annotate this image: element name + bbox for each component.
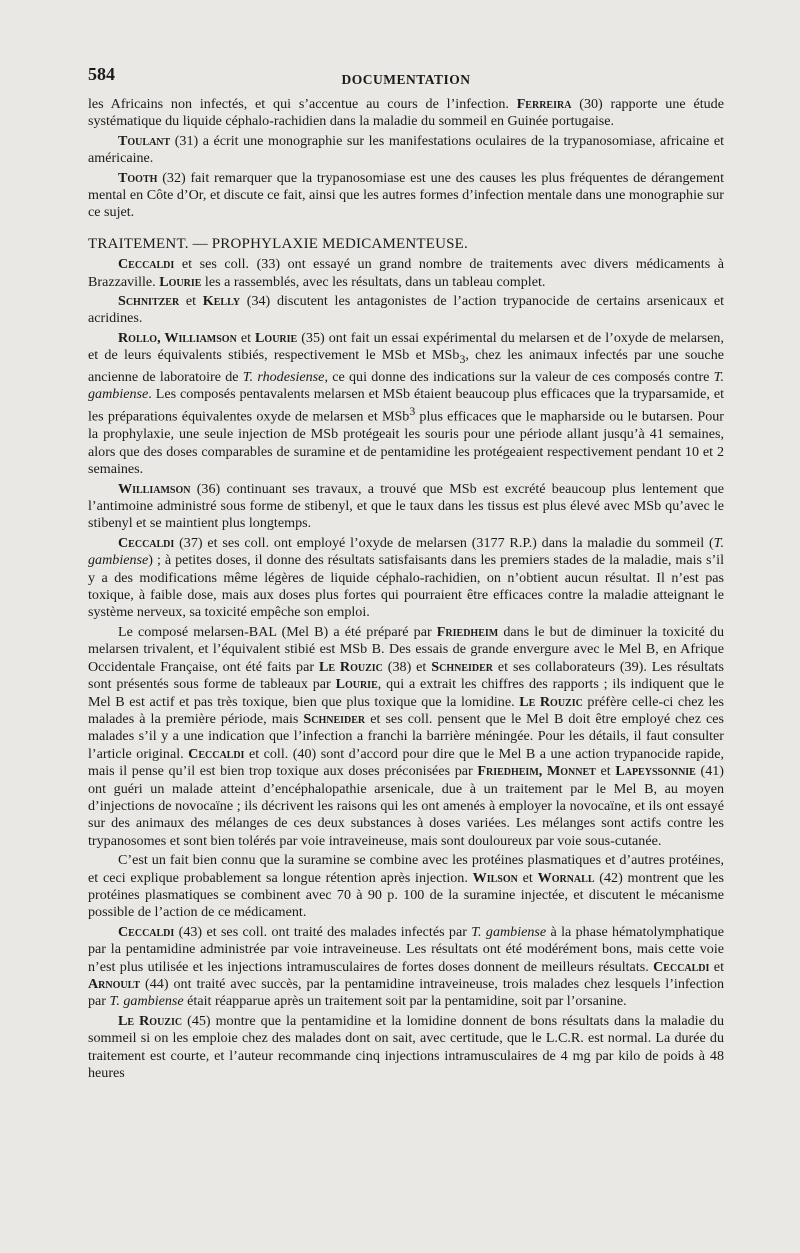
page-number: 584 [88, 64, 115, 84]
paragraph-ceccaldi-33: Ceccaldi et ses coll. (33) ont essayé un grand nombre de traitements avec divers médicaments à Brazzaville. Lourie les a rassemblés, avec les résultats, dans un tableau complet. [88, 256, 724, 290]
author-name: Ferreira [516, 96, 572, 112]
author-name: Tooth [118, 169, 158, 186]
paragraph-ceccaldi-37: Ceccaldi (37) et ses coll. ont employé l’oxyde de melarsen (3177 R.P.) dans la maladie du sommeil (T. gambiense) ; à petites doses, il donne des résultats satisfaisants dans les premiers stades de la maladie, mais s’il y a des modifications même légères de liquide céphalo-rachidien, on n’obtient aucun résultat. Il n’est pas toxique, à faible dose, mais aux doses plus fortes qui pourraient être efficaces contre la maladie atteignant le système nerveux, sa toxicité empêche son emploi. [88, 534, 724, 621]
paragraph-ceccaldi-43: Ceccaldi (43) et ses coll. ont traité des malades infectés par T. gambiense à la phase hématolymphatique par la pentamidine administrée par voie intraveineuse. Les résultats ont été modérément bons, mais cette voie n’est plus utilisée et les injections intramusculaires de fortes doses donnent de meilleurs résultats. Ceccaldi et Arnoult (44) ont traité avec succès, par la pentamidine intraveineuse, trois malades chez lesquels l’infection par T. gambiense était réapparue après un traitement soit par la pentamidine, soit par l’orsanine. [88, 923, 724, 1010]
author-name: Toulant [118, 132, 171, 149]
running-title: DOCUMENTATION [341, 72, 471, 87]
paragraph-mel-b: Le composé melarsen-BAL (Mel B) a été préparé par Friedheim dans le but de diminuer la toxicité du melarsen trivalent, et l’équivalent stibié est MSb B. Des essais de grande envergure avec le Mel B, en Afrique Occidentale Française, ont été faits par Le Rouzic (38) et Schneider et ses collaborateurs (39). Les résultats sont présentés sous forme de tableaux par Lourie, qui a extrait les chiffres des rapports ; ils indiquent que le Mel B est actif et pas très toxique, bien que plus toxique que la lomidine. Le Rouzic préfère celle-ci chez les malades à la première période, mais Schneider et ses coll. pensent que le Mel B doit être employé chez ces malades s’il y a une indication que l’infection a franchi la barrière méningée. Pour les détails, il faut consulter l’article original. Ceccaldi et coll. (40) sont d’accord pour dire que le Mel B a une action trypanocide rapide, mais il pense qu’il est bien trop toxique aux doses préconisées par Friedheim, Monnet et Lapeyssonnie (41) ont guéri un malade atteint d’encéphalopathie arsenicale, due à un traitement par le Mel B, au moyen d’injections de novocaïne ; ils décrivent les raisons qui les ont amenés à employer la novocaïne, et ils ont essayé sur des animaux des mélanges de ces deux substances à doses variées. Les mélanges sont actifs contre les trypanosomes et sont bien tolérés par voie intraveineuse, mais sont douloureux par voie sous-cutanée. [88, 623, 724, 849]
paragraph-rollo: Rollo, Williamson et Lourie (35) ont fait un essai expérimental du melarsen et de l’oxyde de melarsen, et de leurs équivalents stibiés, respectivement le MSb et MSb$_3$, chez les animaux infectés par une souche ancienne de laboratoire de T. rhodesiense, ce qui donne des indications sur la valeur de ces composés contre T. gambiense. Les composés pentavalents melarsen et MSb étaient beaucoup plus efficaces que la tryparsamide, et les préparations équivalentes oxyde de melarsen et MSb$^3$ plus efficaces que le mapharside ou le butarsen. Pour la prophylaxie, une seule injection de MSb protégeait les souris pour une période allant jusqu’à 41 semaines, alors que des doses comparables de suramine et de pentamidine les protégeaient respectivement pendant 10 et 2 semaines. [88, 329, 724, 478]
paragraph-williamson: Williamson (36) continuant ses travaux, a trouvé que MSb est excrété beaucoup plus lentement que l’antimoine administré sous forme de stibenyl, et que le taux dans les tissus est plus élevé avec MSb qu’avec le stibenyl et se maintient plus longtemps. [88, 480, 724, 532]
paragraph-ferreira: les Africains non infectés, et qui s’accentue au cours de l’infection. Ferreira (30) rapporte une étude systématique du liquide céphalo-rachidien dans la maladie du sommeil en Guinée portugaise. [88, 96, 724, 130]
document-page [88, 66, 724, 1084]
paragraph-tooth: Tooth (32) fait remarquer que la trypanosomiase est une des causes les plus fréquentes de dérangement mental en Côte d’Or, et discute ce fait, ainsi que les autres formes d’infection mentale dans une monographie sur ce sujet. [88, 169, 724, 221]
page-header [88, 66, 724, 96]
paragraph-le-rouzic-45: Le Rouzic (45) montre que la pentamidine et la lomidine donnent de bons résultats dans la maladie du sommeil si on les emploie chez des malades dont on sait, avec certitude, que le L.C.R. est normal. La durée du traitement est courte, et l’auteur recommande cinq injections intramusculaires de 4 mg par kilo de poids à 48 heures [88, 1012, 724, 1082]
paragraph-schnitzer: Schnitzer et Kelly (34) discutent les antagonistes de l’action trypanocide de certains arsenicaux et acridines. [88, 293, 724, 327]
paragraph-toulant: Toulant (31) a écrit une monographie sur les manifestations oculaires de la trypanosomiase, africaine et américaine. [88, 132, 724, 167]
section-heading: TRAITEMENT. — PROPHYLAXIE MEDICAMENTEUSE. [88, 235, 468, 252]
paragraph-suramine: C’est un fait bien connu que la suramine se combine avec les protéines plasmatiques et d’autres protéines, et ceci explique probablement sa longue rétention après injection. Wilson et Wornall (42) montrent que les protéines plasmatiques se combinent avec 70 à 90 p. 100 de la suramine injectée, et discutent le mécanisme possible de l’action de ce médicament. [88, 852, 724, 921]
